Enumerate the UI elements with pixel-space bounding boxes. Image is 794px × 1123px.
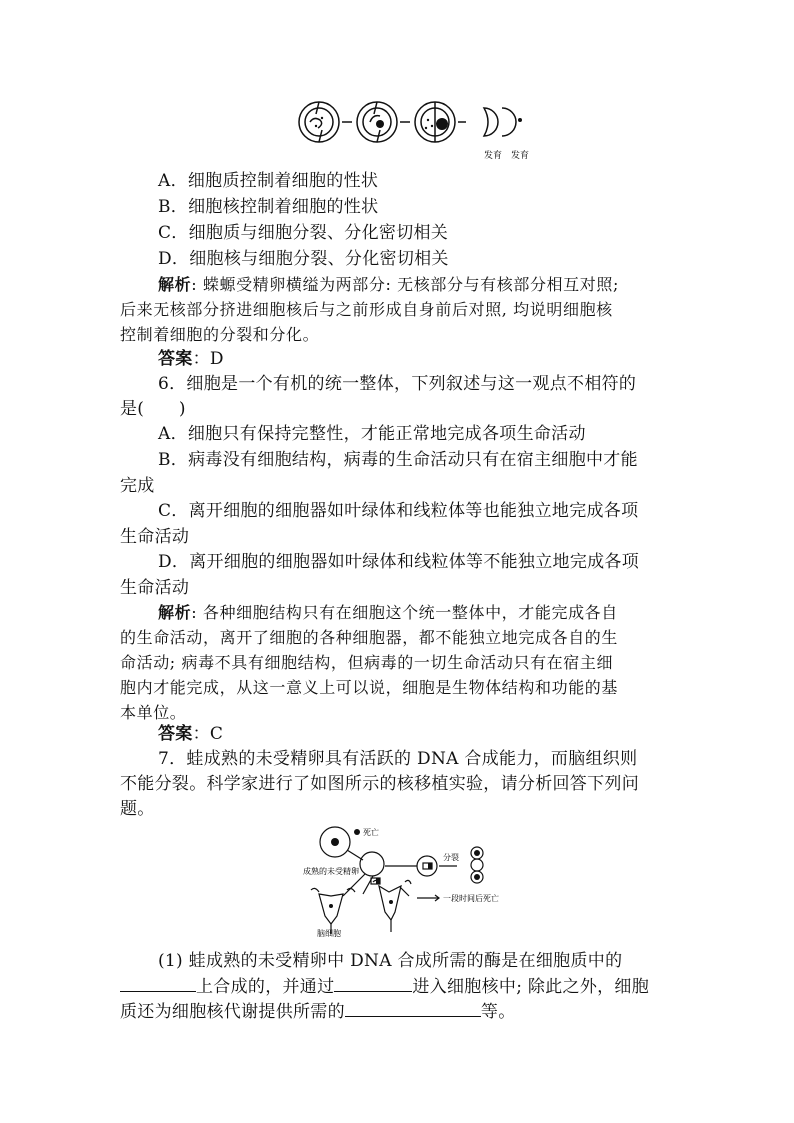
label-death: 死亡 bbox=[363, 828, 379, 837]
q6-option-d-line-1: D．离开细胞的细胞器如叶绿体和线粒体等不能独立地完成各项 bbox=[158, 552, 640, 572]
figure1-caption-a: 发育 bbox=[484, 151, 503, 161]
nuclear-transplant-figure bbox=[297, 820, 529, 938]
q5-option-a: A．细胞质控制着细胞的性状 bbox=[158, 171, 379, 191]
nucleus-dots-1 bbox=[376, 120, 384, 128]
q7-stem-line-2: 不能分裂。科学家进行了如图所示的核移植实验，请分析回答下列问 bbox=[120, 774, 639, 794]
q6-option-b-line-2: 完成 bbox=[120, 476, 155, 496]
q5-answer bbox=[158, 348, 224, 370]
answer-blank-2[interactable] bbox=[334, 975, 412, 992]
q7-sub1-line-3: 质还为细胞核代谢提供所需的 等。 bbox=[120, 1002, 516, 1022]
figure1-caption-b: 发育 bbox=[511, 151, 530, 161]
q5-option-c: C．细胞质与细胞分裂、分化密切相关 bbox=[158, 223, 449, 243]
q5-analysis-line-3: 控制着细胞的分裂和分化。 bbox=[120, 325, 320, 344]
label-divide: 分裂 bbox=[443, 853, 459, 862]
q6-analysis-line-3: 命活动; 病毒不具有细胞结构，但病毒的一切生命活动只有在宿主细 bbox=[120, 653, 614, 672]
q6-answer bbox=[158, 723, 223, 745]
q6-stem-line-2: 是( ) bbox=[120, 399, 186, 419]
answer-blank-1[interactable] bbox=[120, 975, 196, 992]
q6-option-b-line-1: B．病毒没有细胞结构，病毒的生命活动只有在宿主细胞中才能 bbox=[158, 450, 638, 470]
q7-sub1-line-1: (1) 蛙成熟的未受精卵中 DNA 合成所需的酶是在细胞质中的 bbox=[158, 951, 623, 971]
q5-option-d: D．细胞核与细胞分裂、分化密切相关 bbox=[158, 249, 449, 269]
q5-answer-value: ：D bbox=[192, 349, 224, 369]
q6-analysis-line-1: 解析: 各种细胞结构只有在细胞这个统一整体中，才能完成各自 bbox=[158, 603, 618, 622]
q7-sub1-line-2: 上合成的，并通过 进入细胞核中; 除此之外，细胞 bbox=[120, 975, 649, 998]
q6-analysis-line-4: 胞内才能完成，从这一意义上可以说，细胞是生物体结构和功能的基 bbox=[120, 678, 619, 697]
q6-analysis-label: 解析 bbox=[158, 603, 192, 622]
q6-option-a: A．细胞只有保持完整性，才能正常地完成各项生命活动 bbox=[158, 424, 586, 444]
q5-option-b: B．细胞核控制着细胞的性状 bbox=[158, 197, 379, 217]
q6-analysis-line-5: 本单位。 bbox=[120, 703, 187, 722]
q7-stem-line-1: 7．蛙成熟的未受精卵具有活跃的 DNA 合成能力，而脑组织则 bbox=[158, 749, 638, 769]
q5-answer-label: 答案 bbox=[158, 349, 193, 369]
label-mature-egg: 成熟的未受精卵 bbox=[303, 867, 359, 876]
enucleated-egg bbox=[360, 852, 384, 876]
salamander-experiment-figure bbox=[292, 100, 540, 162]
q5-analysis-line-1: 解析: 蝾螈受精卵横缢为两部分: 无核部分与有核部分相互对照; bbox=[158, 275, 619, 294]
label-later-death: 一段时间后死亡 bbox=[443, 894, 499, 903]
transplanted-egg bbox=[417, 856, 437, 876]
q6-option-c-line-1: C．离开细胞的细胞器如叶绿体和线粒体等也能独立地完成各项 bbox=[158, 501, 639, 521]
q5-analysis-line-2: 后来无核部分挤进细胞核后与之前形成自身前后对照, 均说明细胞核 bbox=[120, 300, 613, 319]
q5-analysis-label: 解析 bbox=[158, 275, 192, 294]
q6-analysis-line-2: 的生命活动，离开了细胞的各种细胞器，都不能独立地完成各自的生 bbox=[120, 628, 619, 647]
label-brain-cell: 脑细胞 bbox=[317, 929, 341, 938]
brain-cell-left bbox=[319, 894, 343, 924]
q6-stem-line-1: 6．细胞是一个有机的统一整体，下列叙述与这一观点不相符的 bbox=[158, 374, 637, 394]
q6-answer-value: ：C bbox=[192, 724, 224, 744]
q6-option-c-line-2: 生命活动 bbox=[120, 527, 190, 547]
q7-stem-line-3: 题。 bbox=[120, 799, 155, 819]
q6-answer-label: 答案 bbox=[158, 724, 193, 744]
q6-option-d-line-2: 生命活动 bbox=[120, 578, 190, 598]
answer-blank-3[interactable] bbox=[345, 1000, 481, 1017]
